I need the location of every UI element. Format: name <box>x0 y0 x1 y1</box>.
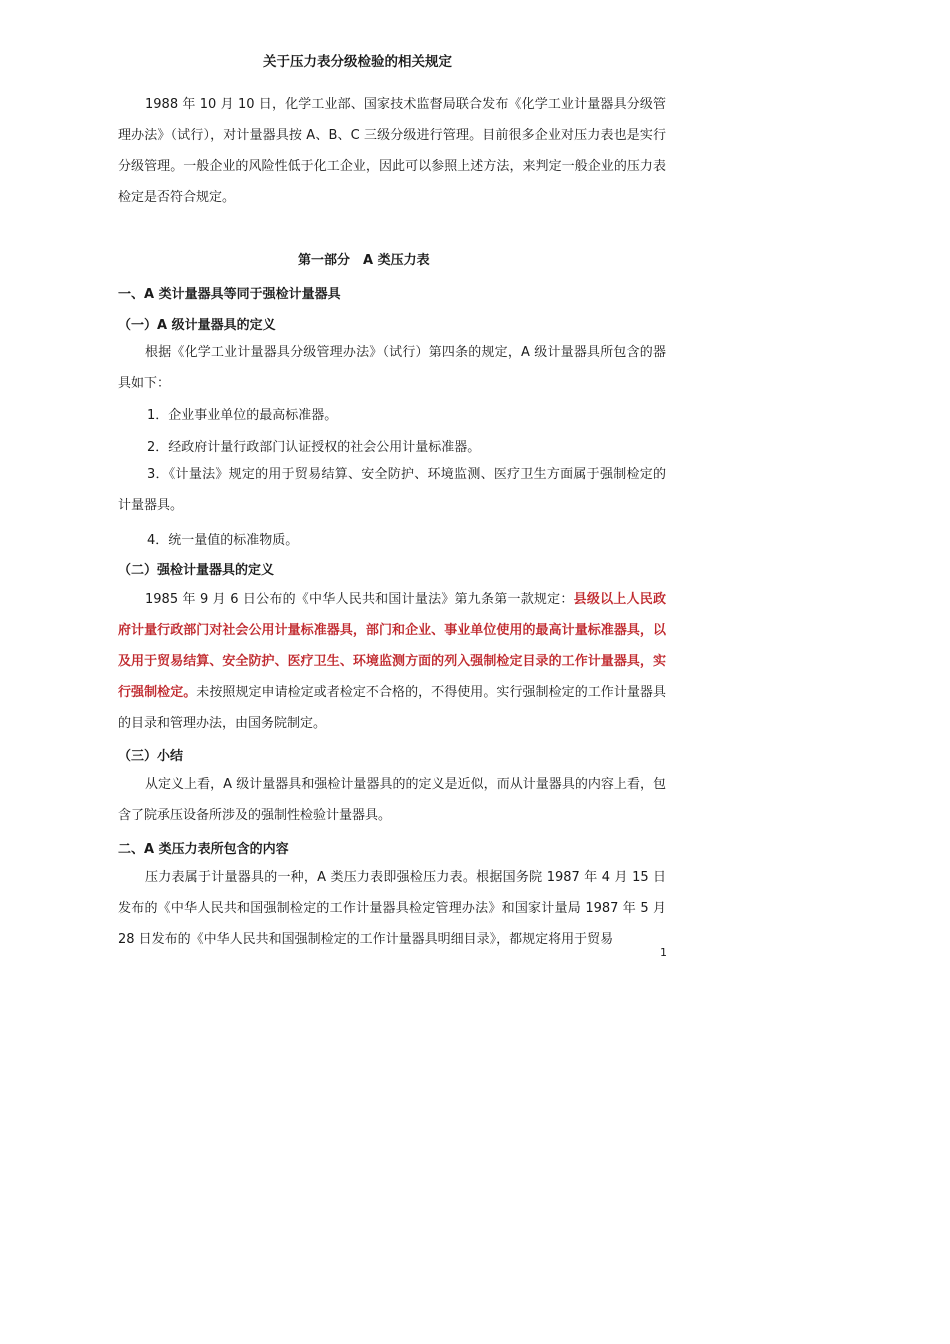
list-item: 2．经政府计量行政部门认证授权的社会公用计量标准器。 <box>147 440 481 455</box>
intro-text: 1988 年 10 月 10 日，化学工业部、国家技术监督局联合发布《化学工业计量器具分级管理办法》（试行），对计量器具按 A、B、C 三级分级进行管理。目前很多企业对压力表也是实行分级管理。一般企业的风险性低于化工企业，因此可以参照上述方法，来判定一般企业的压力表检定是否符合规定。 <box>118 97 666 205</box>
paragraph-law <box>118 584 666 739</box>
heading-1-1: （一）A 级计量器具的定义 <box>118 318 276 333</box>
list-item-block <box>118 459 666 521</box>
law-quote: 县级以上人民政府计量行政部门对社会公用计量标准器具，部门和企业、事业单位使用的最高计量标准器具，以及用于贸易结算、安全防护、医疗卫生、环境监测方面的列入强制检定目录的工作计量器具，实行强制检定。 <box>118 592 666 700</box>
a-class-content <box>118 862 666 955</box>
heading-1: 一、A 类计量器具等同于强检计量器具 <box>118 287 341 302</box>
list-item: 4．统一量值的标准物质。 <box>147 533 299 548</box>
law-intro: 1985 年 9 月 6 日公布的《中华人民共和国计量法》第九条第一款规定： <box>145 592 574 607</box>
summary <box>118 769 666 831</box>
list-item: 1．企业事业单位的最高标准器。 <box>147 408 338 423</box>
paragraph-a-class: 压力表属于计量器具的一种，A 类压力表即强检压力表。根据国务院 1987 年 4 月 15 日发布的《中华人民共和国强制检定的工作计量器具检定管理办法》和国家计量局 1987 年 5 月 28 日发布的《中华人民共和国强制检定的工作计量器具明细目录》，都规定将用于贸易 <box>118 870 666 947</box>
heading-1-2: （二）强检计量器具的定义 <box>118 563 275 578</box>
list-item: 3．《计量法》规定的用于贸易结算、安全防护、环境监测、医疗卫生方面属于强制检定的计量器具。 <box>118 467 666 513</box>
a-level-definition <box>118 337 666 399</box>
mandatory-definition <box>118 584 666 739</box>
page-number: 1 <box>660 946 667 959</box>
part-title: 第一部分 A 类压力表 <box>298 253 430 268</box>
heading-2: 二、A 类压力表所包含的内容 <box>118 842 289 857</box>
law-ending: 未按照规定申请检定或者检定不合格的，不得使用。实行强制检定的工作计量器具的目录和管理办法，由国务院制定。 <box>118 685 666 731</box>
paragraph-summary: 从定义上看，A 级计量器具和强检计量器具的的定义是近似，而从计量器具的内容上看，包含了院承压设备所涉及的强制性检验计量器具。 <box>118 777 666 823</box>
paragraph-a-level: 根据《化学工业计量器具分级管理办法》（试行）第四条的规定，A 级计量器具所包含的器具如下： <box>118 345 666 391</box>
document-title: 关于压力表分级检验的相关规定 <box>263 54 452 70</box>
intro-paragraph <box>118 89 666 213</box>
heading-1-3: （三）小结 <box>118 749 184 764</box>
